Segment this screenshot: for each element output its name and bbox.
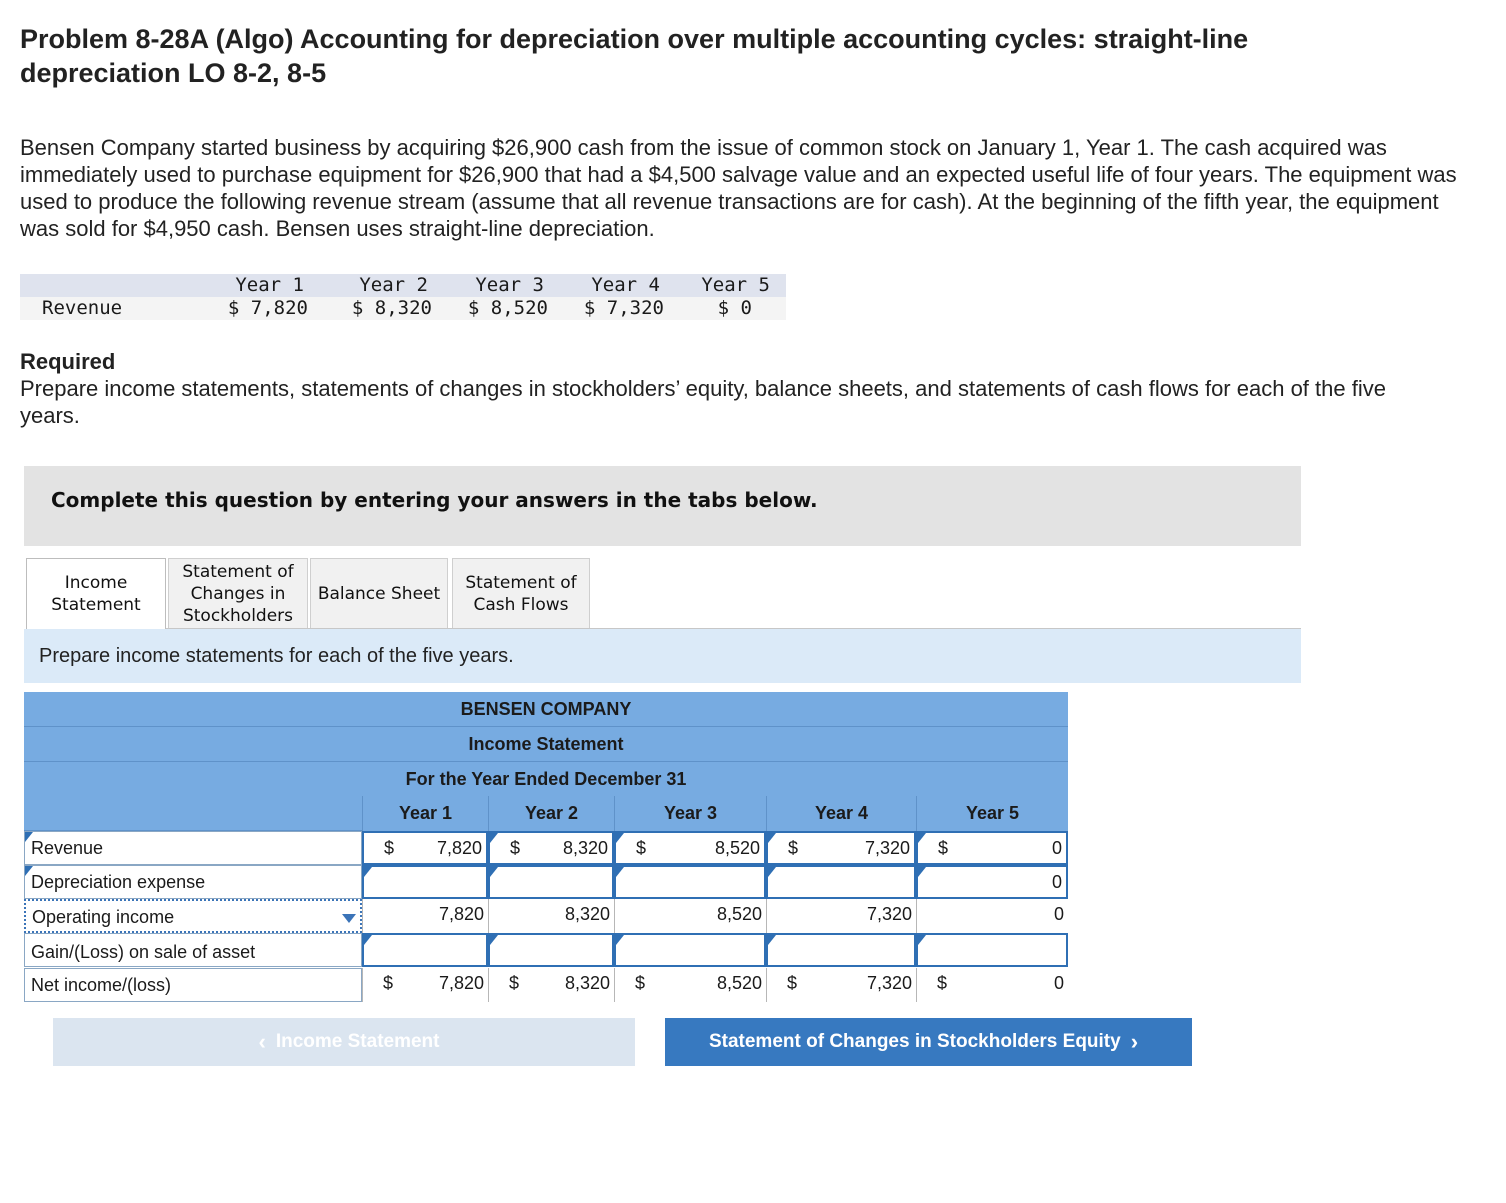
problem-title-line2: depreciation LO 8-2, 8-5 [20, 58, 327, 88]
tab-label: Income Statement [51, 573, 141, 615]
revenue-value: $ 8,520 [467, 297, 548, 319]
tab-income-statement[interactable] [26, 558, 166, 629]
input-marker-icon [918, 935, 926, 945]
revenue-value: $ 8,320 [351, 297, 432, 319]
cell-gain-year-1[interactable] [362, 933, 488, 967]
row-depreciation-expense [24, 865, 1068, 899]
currency-symbol: $ [937, 973, 948, 993]
currency-symbol: $ [384, 838, 395, 858]
company-name: BENSEN COMPANY [24, 692, 1068, 727]
row-label: Net income/(loss) [24, 968, 362, 1002]
prev-tab-button[interactable] [53, 1018, 635, 1066]
revenue-value: $ 7,820 [227, 297, 308, 319]
complete-prompt: Complete this question by entering your answers in the tabs below. [51, 488, 818, 512]
cell-operating-year-5: 0 [916, 899, 1068, 933]
tab-label: Balance Sheet [317, 583, 441, 604]
cell-depreciation-year-1[interactable] [362, 865, 488, 899]
row-revenue [24, 831, 1068, 865]
cell-gain-year-2[interactable] [488, 933, 614, 967]
cell-revenue-year-5[interactable]: $ 0 [916, 831, 1068, 865]
problem-title [20, 22, 1360, 90]
tab-cash-flows[interactable] [452, 558, 590, 628]
input-marker-icon [918, 833, 926, 843]
currency-symbol: $ [383, 973, 394, 993]
currency-symbol: $ [788, 838, 799, 858]
column-header-year-5: Year 5 [916, 796, 1068, 831]
required-text: Prepare income statements, statements of changes in stockholders’ equity, balance sheets, and statements of cash flows for each of the five years. [20, 376, 1386, 428]
column-header-year-1: Year 1 [362, 796, 488, 831]
input-marker-icon [364, 935, 372, 945]
cell-gain-year-5[interactable] [916, 933, 1068, 967]
input-marker-icon [25, 866, 33, 876]
complete-prompt-box [24, 466, 1301, 546]
input-marker-icon [490, 833, 498, 843]
cell-net-year-4: $ 7,320 [766, 968, 916, 1002]
input-marker-icon [490, 867, 498, 877]
instruction-bar [24, 629, 1301, 683]
cell-revenue-year-3[interactable]: $ 8,520 [614, 831, 766, 865]
cell-depreciation-year-2[interactable] [488, 865, 614, 899]
currency-symbol: $ [787, 973, 798, 993]
cell-operating-year-3: 8,520 [614, 899, 766, 933]
cell-net-year-2: $ 8,320 [488, 968, 614, 1002]
revenue-year-header: Year 5 [701, 274, 770, 296]
next-button-label: Statement of Changes in Stockholders Equity [708, 1031, 1121, 1052]
row-label: Gain/(Loss) on sale of asset [24, 933, 362, 967]
revenue-data-table [20, 274, 786, 320]
input-marker-icon [616, 867, 624, 877]
column-header-year-3: Year 3 [614, 796, 766, 831]
revenue-year-header: Year 2 [359, 274, 428, 296]
revenue-year-header: Year 4 [591, 274, 660, 296]
input-marker-icon [768, 935, 776, 945]
input-marker-icon [616, 935, 624, 945]
problem-title-line1: Problem 8-28A (Algo) Accounting for depreciation over multiple accounting cycles: straight-line [20, 24, 1249, 54]
revenue-value: $ 7,320 [583, 297, 664, 319]
input-marker-icon [616, 833, 624, 843]
cell-net-year-3: $ 8,520 [614, 968, 766, 1002]
column-header-year-4: Year 4 [766, 796, 916, 831]
chevron-right-icon: › [1130, 1029, 1139, 1054]
currency-symbol: $ [938, 838, 949, 858]
row-label[interactable]: Depreciation expense [24, 865, 362, 899]
statement-name: Income Statement [24, 727, 1068, 762]
input-marker-icon [490, 935, 498, 945]
cell-net-year-1: $ 7,820 [362, 968, 488, 1002]
problem-intro: Bensen Company started business by acquiring $26,900 cash from the issue of common stock on January 1, Year 1. The cash acquired was immediately used to purchase equipment for $26,900 that had a $4,500 salvage value and an expected useful life of four years. The equipment was used to produce the following revenue stream (assume that all revenue transactions are for cash). At the beginning of the fifth year, the equipment was sold for $4,950 cash. Bensen uses straight-line depreciation. [20, 135, 1457, 241]
input-marker-icon [25, 832, 33, 842]
cell-operating-year-1: 7,820 [362, 899, 488, 933]
cell-depreciation-year-3[interactable] [614, 865, 766, 899]
tab-label: Statement of Changes in Stockholders [182, 561, 294, 626]
cell-revenue-year-1[interactable]: $ 7,820 [362, 831, 488, 865]
revenue-value: $ 0 [717, 297, 752, 319]
input-marker-icon [768, 833, 776, 843]
revenue-year-header: Year 1 [235, 274, 304, 296]
cell-gain-year-3[interactable] [614, 933, 766, 967]
currency-symbol: $ [510, 838, 521, 858]
input-marker-icon [918, 867, 926, 877]
tab-label: Statement of Cash Flows [465, 572, 577, 615]
tab-changes-in-stockholders[interactable] [168, 558, 308, 628]
row-gain-loss [24, 933, 1068, 967]
revenue-table-row [20, 297, 786, 320]
prev-button-label: Income Statement [275, 1031, 440, 1052]
currency-symbol: $ [636, 838, 647, 858]
cell-revenue-year-2[interactable]: $ 8,320 [488, 831, 614, 865]
instruction-text: Prepare income statements for each of the five years. [39, 645, 514, 667]
currency-symbol: $ [635, 973, 646, 993]
cell-operating-year-2: 8,320 [488, 899, 614, 933]
cell-net-year-5: $ 0 [916, 968, 1068, 1002]
cell-depreciation-year-4[interactable] [766, 865, 916, 899]
required-section [20, 348, 1440, 429]
required-heading: Required [20, 349, 116, 374]
income-statement-grid [24, 692, 1068, 1003]
tab-balance-sheet[interactable] [310, 558, 448, 628]
currency-symbol: $ [509, 973, 520, 993]
row-label[interactable]: Revenue [24, 831, 362, 865]
cell-gain-year-4[interactable] [766, 933, 916, 967]
revenue-year-header: Year 3 [475, 274, 544, 296]
revenue-table-header [20, 274, 786, 297]
next-tab-button[interactable] [665, 1018, 1192, 1066]
revenue-row-label: Revenue [42, 297, 123, 319]
chevron-left-icon: ‹ [258, 1029, 266, 1054]
row-label-dropdown[interactable]: Operating income [24, 899, 362, 933]
row-operating-income [24, 899, 1068, 933]
input-marker-icon [768, 867, 776, 877]
dropdown-arrow-icon [342, 914, 356, 923]
cell-depreciation-year-5[interactable]: 0 [916, 865, 1068, 899]
column-header-year-2: Year 2 [488, 796, 614, 831]
cell-revenue-year-4[interactable]: $ 7,320 [766, 831, 916, 865]
input-marker-icon [364, 867, 372, 877]
cell-operating-year-4: 7,320 [766, 899, 916, 933]
statement-period: For the Year Ended December 31 [24, 762, 1068, 797]
row-net-income [24, 968, 1068, 1002]
